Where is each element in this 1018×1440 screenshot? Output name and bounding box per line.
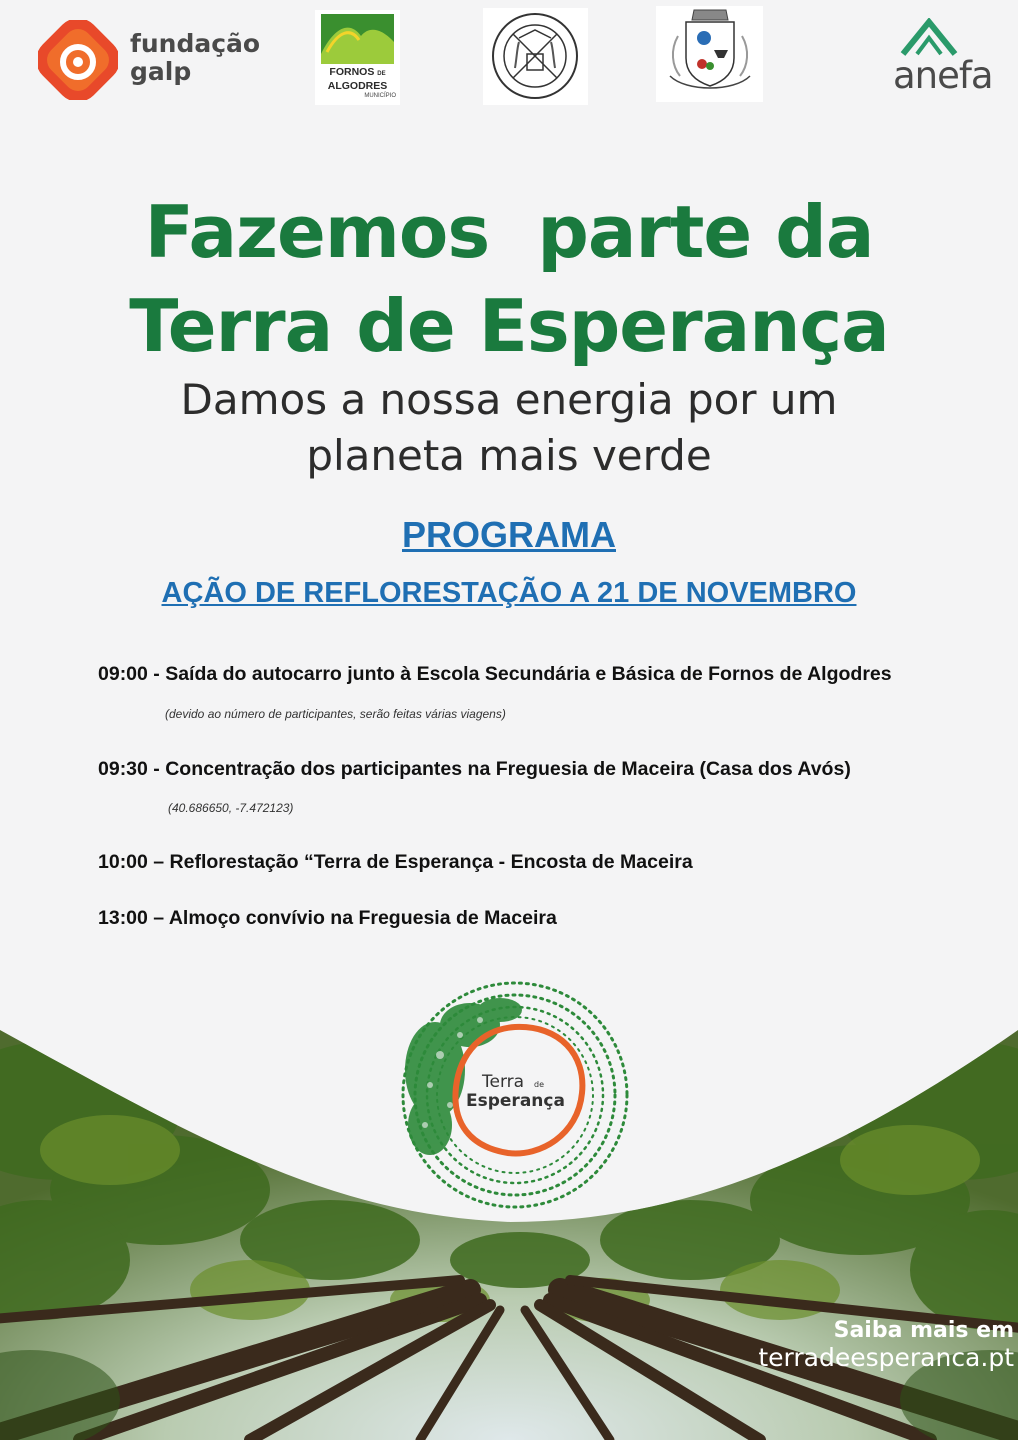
- subheadline: [0, 372, 1018, 484]
- schedule-item-2: 09:30 - Concentração dos participantes na Freguesia de Maceira (Casa dos Avós): [98, 758, 851, 780]
- fornos-de: DE: [377, 71, 386, 77]
- crest-shield-icon: [656, 6, 763, 102]
- dotted-rings-icon: [390, 975, 640, 1220]
- headline-line1: Fazemos parte da: [144, 190, 874, 274]
- galp-line2: galp: [130, 57, 192, 86]
- fornos-sub: MUNICÍPIO: [364, 93, 396, 99]
- program-subtitle: AÇÃO DE REFLORESTAÇÃO A 21 DE NOVEMBRO: [161, 577, 857, 609]
- anefa-text: anefa: [893, 54, 993, 97]
- brand-word1: Terra: [482, 1072, 525, 1092]
- schedule-note-1: (devido ao número de participantes, serão feitas várias viagens): [165, 707, 506, 721]
- footer-website-callout: [758, 1318, 1014, 1372]
- subheadline-line2: planeta mais verde: [306, 431, 712, 480]
- subheadline-line1: Damos a nossa energia por um: [180, 375, 838, 424]
- fornos-line1: FORNOS: [329, 66, 375, 78]
- schedule-item-1: 09:00 - Saída do autocarro junto à Escola Secundária e Básica de Fornos de Algodres: [98, 663, 892, 685]
- schedule-item-3: 10:00 – Reflorestação “Terra de Esperança - Encosta de Maceira: [98, 851, 693, 873]
- seal-emblem-icon: [483, 8, 588, 105]
- footer-website-link[interactable]: terradeesperanca.pt: [758, 1343, 1014, 1372]
- footer-line1: Saiba mais em: [833, 1318, 1014, 1343]
- maceira-parish-crest-logo: [656, 6, 763, 102]
- anefa-logo: [893, 18, 1018, 98]
- program-title: PROGRAMA: [402, 514, 616, 555]
- fundacao-galp-logo: [38, 20, 278, 100]
- headline-line2: Terra de Esperança: [129, 284, 889, 368]
- terra-de-esperanca-logo: [390, 975, 640, 1220]
- fornos-line2: ALGODRES: [327, 80, 388, 92]
- mountain-icon: [321, 14, 394, 64]
- schedule-item-4: 13:00 – Almoço convívio na Freguesia de Maceira: [98, 907, 557, 929]
- association-seal-logo: [483, 8, 588, 105]
- headline: [0, 185, 1018, 373]
- galp-flame-icon: [38, 20, 118, 100]
- anefa-triangle-icon: [899, 18, 959, 56]
- galp-line1: fundação: [130, 29, 261, 58]
- schedule-note-2: (40.686650, -7.472123): [168, 801, 294, 815]
- fornos-de-algodres-logo: [315, 10, 400, 105]
- brand-small: de: [534, 1080, 544, 1089]
- brand-word2: Esperança: [466, 1091, 565, 1111]
